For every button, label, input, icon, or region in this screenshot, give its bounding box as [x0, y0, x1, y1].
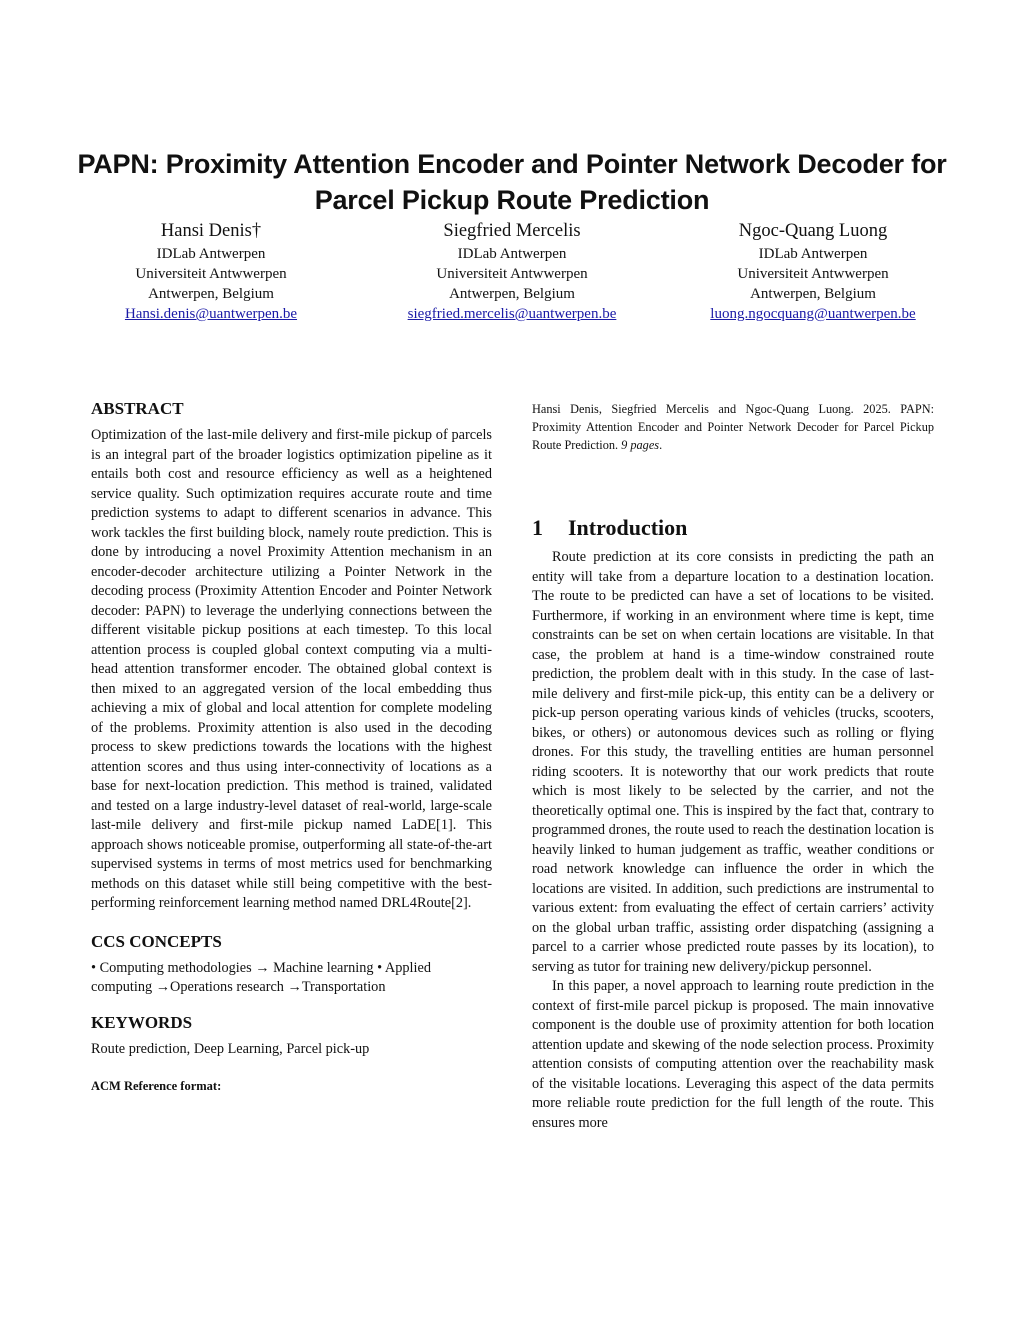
author-location: Antwerpen, Belgium: [449, 286, 575, 302]
section-title: Introduction: [568, 515, 688, 540]
author-name: Hansi Denis†: [160, 221, 262, 241]
ccs-heading: CCS CONCEPTS: [91, 931, 222, 951]
author-block: [91, 219, 331, 324]
introduction-paragraph: In this paper, a novel approach to learning route prediction in the context of first-mile parcel pickup is proposed. The main innovative component is the double use of proximity attention for both location attention update and skewing of the node selection process. Proximity attention consists of computing attention over the reachability mask of the visitable locations. Leveraging this aspect of the data permits more reliable route prediction for the full length of the route. This ensures more: [532, 978, 934, 1131]
author-location: Antwerpen, Belgium: [148, 286, 274, 302]
author-affiliation: IDLab Antwerpen: [457, 246, 567, 262]
left-column: [91, 398, 492, 1096]
acm-reference-heading: ACM Reference format:: [91, 1078, 222, 1093]
author-name: Ngoc-Quang Luong: [738, 221, 888, 241]
keywords-heading: KEYWORDS: [91, 1012, 193, 1032]
author-email-link[interactable]: siegfried.mercelis@uantwerpen.be: [407, 306, 617, 322]
keywords-text: Route prediction, Deep Learning, Parcel pick-up: [91, 1040, 370, 1057]
ccs-text: • Computing methodologies → Machine learning • Applied computing →Operations research →Transportation: [91, 959, 431, 995]
acm-reference-text: Hansi Denis, Siegfried Mercelis and Ngoc-Quang Luong. 2025. PAPN: Proximity Attention Encoder and Pointer Network Decoder for Parcel Pickup Route Prediction. 9 pages.: [532, 402, 934, 452]
author-block: [693, 219, 933, 324]
section-number: 1: [532, 515, 543, 540]
introduction-paragraph: Route prediction at its core consists in predicting the path an entity will take from a departure location to a destination location. The route to be predicted can have a set of locations to be visited. Furthermore, if working in an environment where time is kept, time constraints can be set on when certain locations are visitable. In that case, the problem at hand is a time-window constrained route prediction, the problem dealt with in this study. In the case of last-mile delivery and first-mile pick-up, this entity can be a delivery or pick-up person operating various kinds of vehicles (trucks, scooters, bikes, or others) or autonomous devices such as rolling or flying drones. For this study, the travelling entities are human personnel riding scooters. It is noteworthy that our work predicts that route which is most likely to be selected by the carrier, and not the theoretically optimal one. This is inspired by the fact that, contrary to programmed drones, the route used to reach the destination location is heavily linked to human judgement as traffic, weather conditions or road network knowledge can influence the order in which the locations are visited. In addition, such predictions are instrumental to various extent: from evaluating the effect of certain carriers’ activity on the global urban traffic, assisting order dispatching (assigning a parcel to a carrier whose predicted route passes by its location), to serving as tutor for training new delivery/pickup personnel.: [532, 549, 934, 975]
acm-reference-pages: 9 pages: [621, 438, 660, 452]
paper-title: PAPN: Proximity Attention Encoder and Pointer Network Decoder for Parcel Pickup Route Prediction: [77, 149, 947, 216]
acm-reference-citation: Hansi Denis, Siegfried Mercelis and Ngoc-Quang Luong. 2025. PAPN: Proximity Attention Encoder and Pointer Network Decoder for Parcel Pickup Route Prediction.: [532, 402, 934, 452]
author-name: Siegfried Mercelis: [443, 221, 581, 241]
abstract-text: Optimization of the last-mile delivery and first-mile pickup of parcels is an integral part of the broader logistics optimization pipeline as it entails both cost and resource efficiency as well as a heightened service quality. Such optimization requires accurate route and time prediction systems to adapt to different scenarios in advance. This work tackles the first building block, namely route prediction. This is done by introducing a novel Proximity Attention mechanism in an encoder-decoder architecture utilizing a Pointer Network in the decoding process (Proximity Attention Encoder and Pointer Network decoder: PAPN) to leverage the underlying connections between the different visitable pickup positions at each timestep. To this local attention process is coupled global context computing via a multi-head attention transformer encoder. The obtained global context is then mixed to an aggregated version of the local embedding thus achieving a mix of global and local attention for complete modeling of the problems. Proximity attention is also used in the decoding process to skew predictions towards the locations with the highest attention scores and thus using inter-connectivity of locations as a base for next-location prediction. This method is trained, validated and tested on a large industry-level dataset of real-world, large-scale last-mile delivery and first-mile pickup named LaDE[1]. This approach shows noticeable promise, outperforming all state-of-the-art supervised systems in terms of most metrics used for benchmarking methods on this dataset while still being competitive with the best-performing reinforcement learning method named DRL4Route[2].: [91, 427, 492, 911]
right-column: [532, 400, 934, 1133]
author-affiliation: IDLab Antwerpen: [156, 246, 266, 262]
author-university: Universiteit Antwwerpen: [135, 266, 287, 282]
author-block: [392, 219, 632, 324]
author-university: Universiteit Antwwerpen: [436, 266, 588, 282]
author-email-link[interactable]: luong.ngocquang@uantwerpen.be: [710, 306, 916, 322]
author-location: Antwerpen, Belgium: [750, 286, 876, 302]
abstract-heading: ABSTRACT: [91, 399, 184, 418]
author-university: Universiteit Antwwerpen: [737, 266, 889, 282]
author-email-link[interactable]: Hansi.denis@uantwerpen.be: [124, 306, 298, 322]
author-affiliation: IDLab Antwerpen: [758, 246, 868, 262]
introduction-heading: [532, 514, 934, 542]
